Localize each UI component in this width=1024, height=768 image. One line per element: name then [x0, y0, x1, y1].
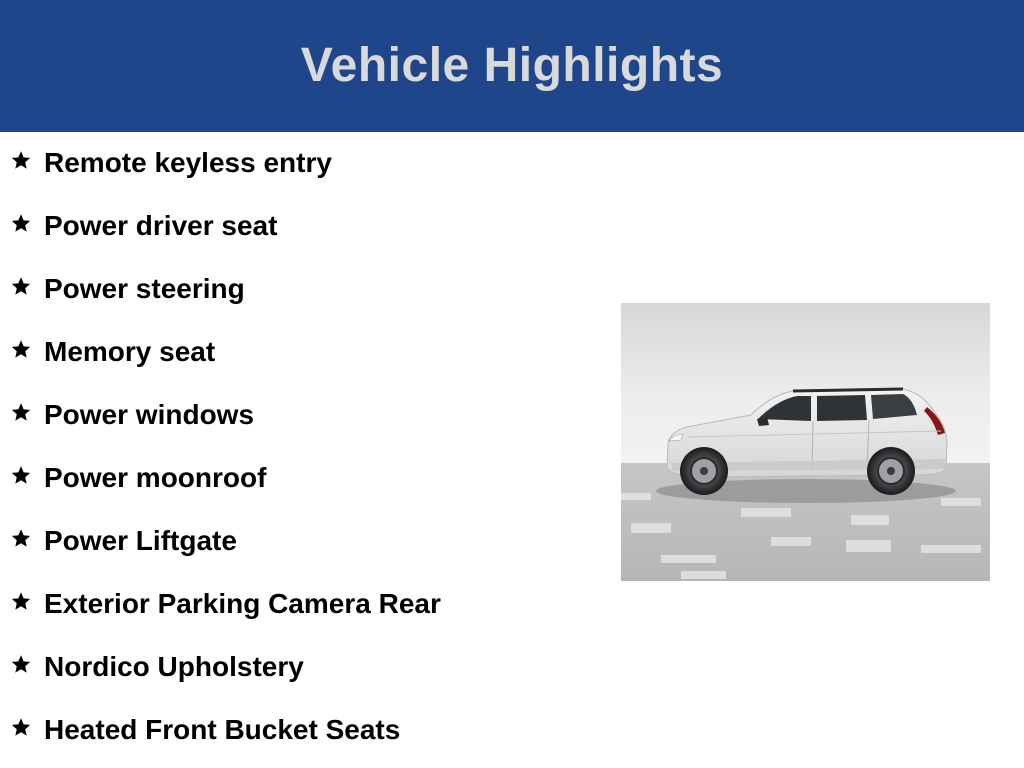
star-icon [10, 338, 32, 360]
list-item [10, 332, 215, 372]
list-item [10, 269, 245, 309]
feature-label: Memory seat [44, 336, 216, 367]
list-item [10, 584, 441, 624]
page-title: Vehicle Highlights [300, 38, 724, 92]
feature-label: Power windows [44, 399, 255, 430]
feature-label: Heated Front Bucket Seats [44, 714, 401, 745]
feature-label: Power steering [44, 273, 245, 304]
star-icon [10, 149, 32, 171]
star-icon [10, 275, 32, 297]
feature-label: Power Liftgate [44, 525, 237, 556]
vehicle-photo [621, 303, 990, 581]
list-item [10, 710, 400, 750]
feature-label: Power driver seat [44, 210, 278, 241]
star-icon [10, 653, 32, 675]
star-icon [10, 716, 32, 738]
feature-label: Exterior Parking Camera Rear [44, 588, 441, 619]
list-item [10, 521, 237, 561]
star-icon [10, 464, 32, 486]
list-item [10, 395, 254, 435]
feature-label: Remote keyless entry [44, 147, 332, 178]
header-banner [0, 0, 1024, 132]
star-icon [10, 590, 32, 612]
list-item [10, 647, 304, 687]
list-item [10, 143, 332, 183]
star-icon [10, 212, 32, 234]
feature-label: Power moonroof [44, 462, 267, 493]
star-icon [10, 527, 32, 549]
list-item [10, 458, 266, 498]
feature-label: Nordico Upholstery [44, 651, 304, 682]
star-icon [10, 401, 32, 423]
list-item [10, 206, 277, 246]
